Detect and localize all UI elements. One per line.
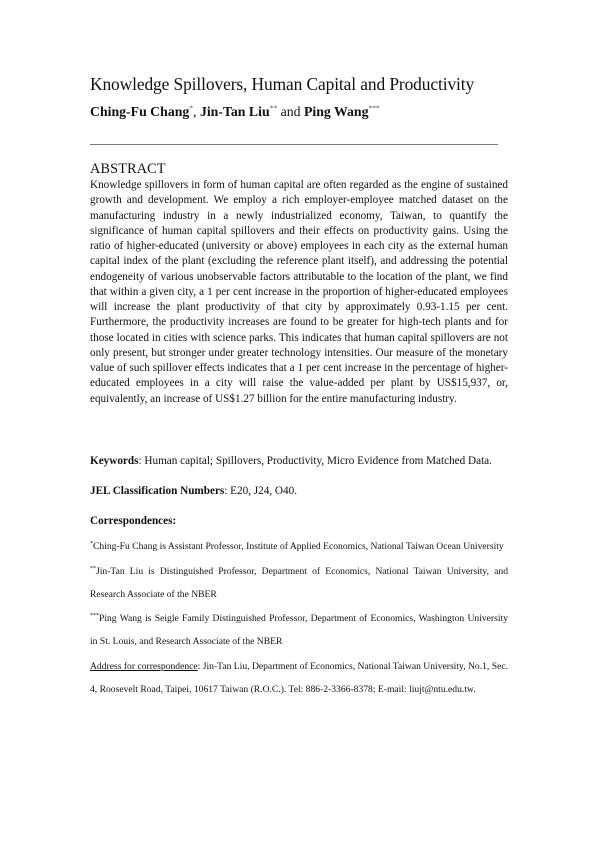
- author-name: Ching-Fu Chang: [90, 104, 190, 119]
- abstract-body: Knowledge spillovers in form of human capital are often regarded as the engine of sustained growth and development. We employ a rich employer-employee matched dataset on the manufacturing industry in a newly industrialized economy, Taiwan, to quantify the significance of human capital spillovers and their effects on productivity gains. Using the ratio of higher-educated (university or above) employees in each city as the external human capital index of the plant (excluding the reference plant itself), and addressing the potential endogeneity of various unobservable factors attributable to the location of the plant, we find that within a given city, a 1 per cent increase in the proportion of higher-educated employees will increase the plant productivity of that city by approximately 0.93-1.15 per cent. Furthermore, the productivity increases are found to be greater for high-tech plants and for those located in cities with science parks. This indicates that human capital spillovers are not only present, but stronger under greater technology intensities. Our measure of the monetary value of such spillover effects indicates that a 1 per cent increase in the percentage of higher-educated employees in a city will raise the value-added per plant by US$15,937, or, equivalently, an increase of US$1.27 billion for the entire manufacturing industry.: [90, 179, 508, 405]
- jel-line: [90, 484, 297, 499]
- keywords-line: [90, 454, 530, 469]
- author-note: [90, 608, 508, 654]
- author-separator: and: [277, 104, 304, 119]
- author-separator: ,: [193, 104, 200, 119]
- keywords-label: Keywords: [90, 455, 139, 467]
- author-line: [90, 102, 508, 122]
- note-mark: *: [90, 540, 93, 547]
- author-footnote-mark: ***: [368, 103, 380, 113]
- jel-label: JEL Classification Numbers: [90, 485, 225, 497]
- note-text: Ping Wang is Seigle Family Distinguished Professor, Department of Economics, Washington University in St. Louis, and Research Associate of the NBER: [90, 613, 508, 648]
- paper-page: [90, 72, 508, 695]
- paper-title: Knowledge Spillovers, Human Capital and Productivity: [90, 74, 475, 94]
- abstract-heading: ABSTRACT: [90, 161, 166, 177]
- address-note: [90, 656, 508, 702]
- note-text: Jin-Tan Liu is Distinguished Professor, Department of Economics, National Taiwan University, and Research Associate of the NBER: [90, 565, 508, 600]
- keywords-text: : Human capital; Spillovers, Productivity, Micro Evidence from Matched Data.: [138, 455, 492, 467]
- author-note: [90, 536, 508, 559]
- author-footnote-mark: **: [269, 103, 278, 113]
- author-note: [90, 561, 508, 607]
- author-name: Ping Wang: [303, 104, 369, 119]
- address-label: Address for correspondence: [90, 660, 198, 672]
- author-name: Jin-Tan Liu: [199, 104, 270, 119]
- title-divider: [90, 144, 498, 145]
- correspondences-heading: Correspondences:: [90, 515, 177, 527]
- note-mark: **: [90, 565, 96, 572]
- author-footnote-mark: *: [189, 103, 194, 113]
- correspondence-notes: [90, 536, 508, 704]
- note-mark: ***: [90, 613, 99, 620]
- note-text: Ching-Fu Chang is Assistant Professor, Institute of Applied Economics, National Taiwan Ocean University: [93, 541, 504, 552]
- jel-text: : E20, J24, O40.: [224, 485, 297, 497]
- address-text: : Jin-Tan Liu, Department of Economics, National Taiwan University, No.1, Sec. 4, Roosevelt Road, Taipei, 10617 Taiwan (R.O.C.). Tel: 886-2-3366-8378; E-mail: liujt@ntu.edu.tw.: [90, 660, 508, 695]
